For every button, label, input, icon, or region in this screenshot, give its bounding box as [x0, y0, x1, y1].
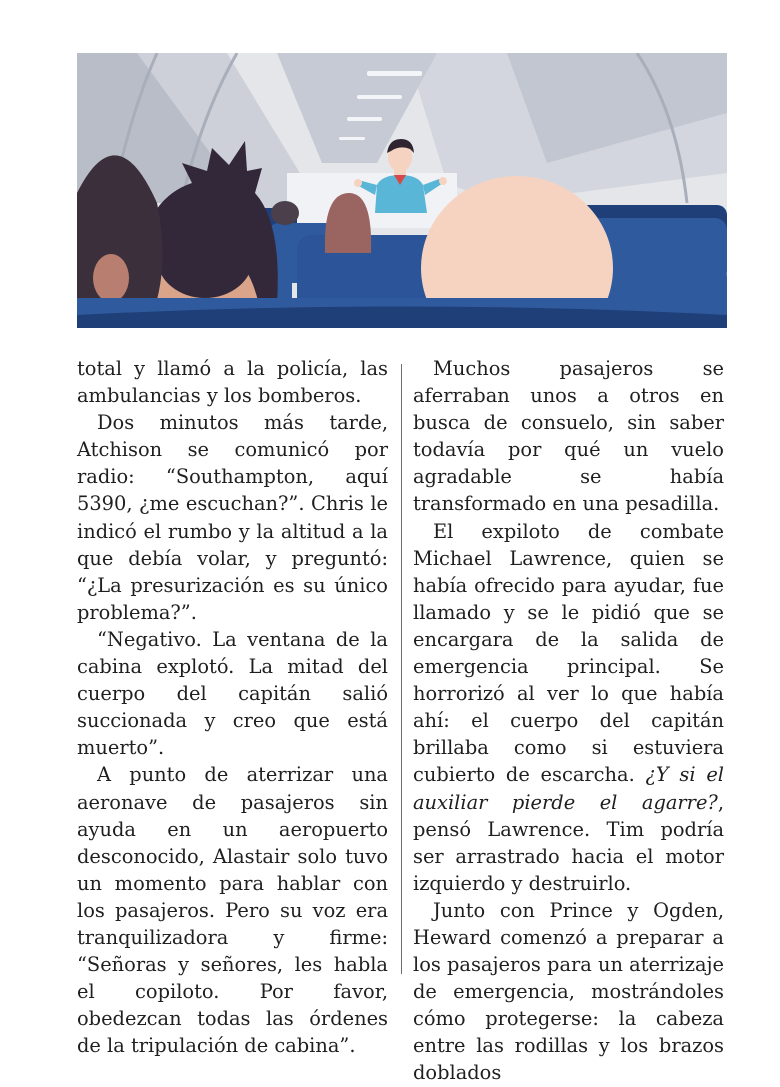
left-column [77, 355, 388, 1059]
paragraph [413, 518, 724, 897]
italic-thought: ¿Y si el auxiliar pierde el agarre? [413, 763, 724, 814]
paragraph-text: El expiloto de combate Michael Lawrence, quien se había ofrecido para ayudar, fue llamado y se le pidió que se encargara de la salida de emergencia principal. Se horrorizó al ver lo que había ahí: el cuerpo del capitán brillaba como si estuviera cubierto de escarcha. [413, 519, 724, 787]
column-divider [401, 364, 402, 974]
paragraph: Dos minutos más tarde, Atchison se comunicó por radio: “Southampton, aquí 5390, ¿me escuchan?”. Chris le indicó el rumbo y la altitud a la que debía volar, y preguntó: “¿La presurización es su único problema?”. [77, 411, 388, 624]
paragraph-text: , pensó Lawrence. Tim podría ser arrastrado hacia el motor izquierdo y destruirlo. [413, 790, 724, 895]
paragraph: Junto con Prince y Ogden, Heward comenzó a preparar a los pasajeros para un aterrizaje de emergencia, mostrándoles cómo protegerse: la cabeza entre las rodillas y los brazos doblados [413, 898, 724, 1085]
cabin-illustration [77, 53, 727, 328]
paragraph: total y llamó a la policía, las ambulancias y los bomberos. [77, 357, 388, 408]
airplane-cabin-image [77, 53, 727, 328]
paragraph: A punto de aterrizar una aeronave de pasajeros sin ayuda en un aeropuerto desconocido, Alastair solo tuvo un momento para hablar con los pasajeros. Pero su voz era tranquilizadora y firme: “Señoras y señores, les habla el copiloto. Por favor, obedezcan todas las órdenes de la tripulación de cabina”. [77, 763, 388, 1058]
paragraph: Muchos pasajeros se aferraban unos a otros en busca de consuelo, sin saber todavía por qué un vuelo agradable se había transformado en una pesadilla. [413, 357, 724, 516]
paragraph: “Negativo. La ventana de la cabina explotó. La mitad del cuerpo del capitán salió succionada y creo que está muerto”. [77, 627, 388, 760]
right-column [413, 355, 724, 1087]
